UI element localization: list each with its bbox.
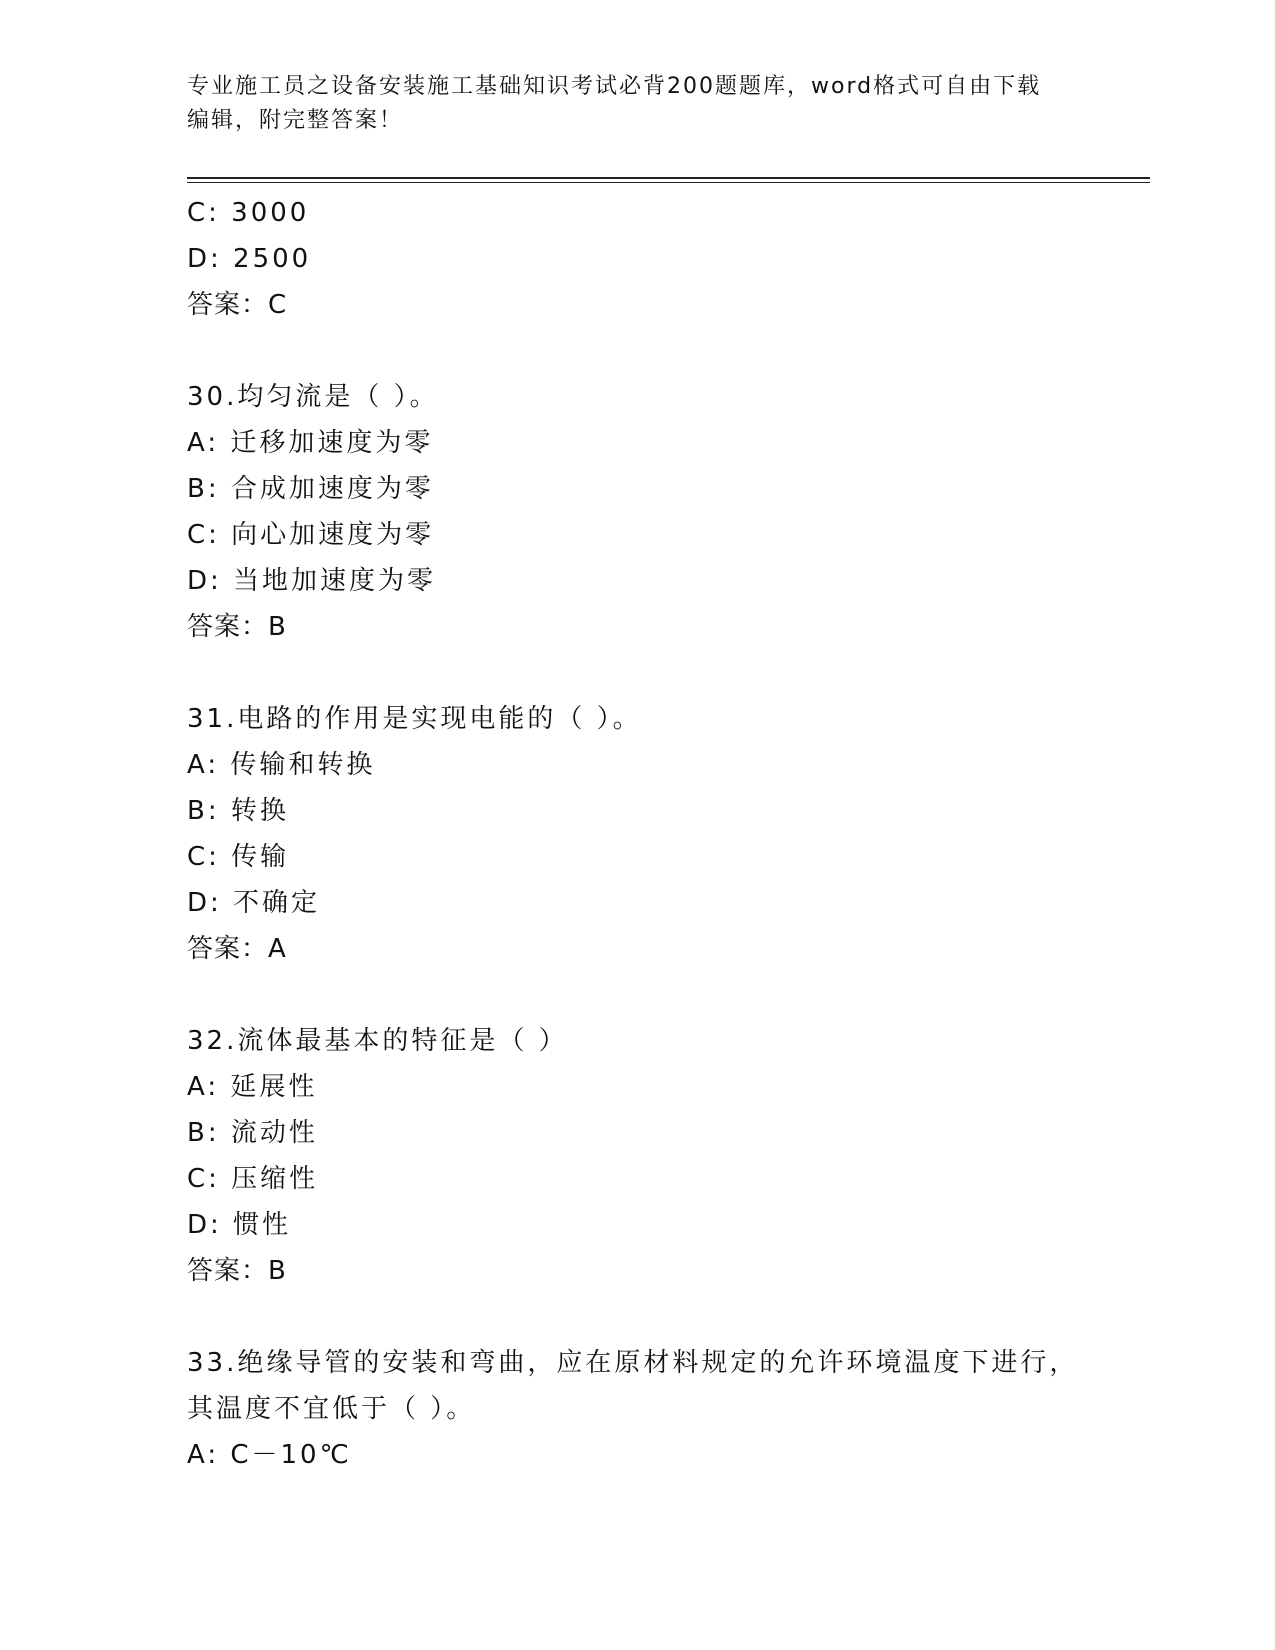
question-text: 31.电路的作用是实现电能的（ ）。: [187, 704, 642, 734]
option-d: D: 不确定: [187, 888, 321, 918]
spacer: [187, 972, 1087, 1018]
question-text: 32.流体最基本的特征是（ ）: [187, 1026, 568, 1056]
option-b: B: 流动性: [187, 1118, 318, 1148]
option-d: D: 2500: [187, 244, 312, 274]
question-block-32: [187, 1018, 1087, 1294]
document-header: [187, 70, 1087, 138]
option-c: C: 压缩性: [187, 1164, 319, 1194]
header-divider-thin: [187, 182, 1150, 183]
question-block-29-tail: [187, 190, 1087, 328]
spacer: [187, 1294, 1087, 1340]
question-text-line-1: 33.绝缘导管的安装和弯曲，应在原材料规定的允许环境温度下进行，: [187, 1348, 1079, 1378]
question-list: [187, 190, 1087, 1478]
question-block-33: [187, 1340, 1087, 1478]
question-text: 30.均匀流是（ ）。: [187, 382, 439, 412]
answer-line: 答案：A: [187, 934, 287, 964]
question-text-line-2: 其温度不宜低于（ ）。: [187, 1394, 476, 1424]
option-a: A: 传输和转换: [187, 750, 376, 780]
option-a: A: C－10℃: [187, 1440, 352, 1470]
option-d: D: 惯性: [187, 1210, 292, 1240]
option-b: B: 转换: [187, 796, 289, 826]
option-d: D: 当地加速度为零: [187, 566, 437, 596]
header-line-2: 编辑，附完整答案！: [187, 108, 404, 133]
option-c: C: 向心加速度为零: [187, 520, 435, 550]
option-a: A: 延展性: [187, 1072, 318, 1102]
spacer: [187, 328, 1087, 374]
answer-line: 答案：C: [187, 290, 288, 320]
answer-line: 答案：B: [187, 1256, 287, 1286]
header-divider-thick: [187, 177, 1150, 179]
option-c: C: 3000: [187, 198, 310, 228]
option-a: A: 迁移加速度为零: [187, 428, 434, 458]
answer-line: 答案：B: [187, 612, 287, 642]
option-c: C: 传输: [187, 842, 290, 872]
option-b: B: 合成加速度为零: [187, 474, 434, 504]
question-block-30: [187, 374, 1087, 650]
spacer: [187, 650, 1087, 696]
question-block-31: [187, 696, 1087, 972]
header-line-1: 专业施工员之设备安装施工基础知识考试必背200题题库，word格式可自由下载: [187, 74, 1042, 99]
